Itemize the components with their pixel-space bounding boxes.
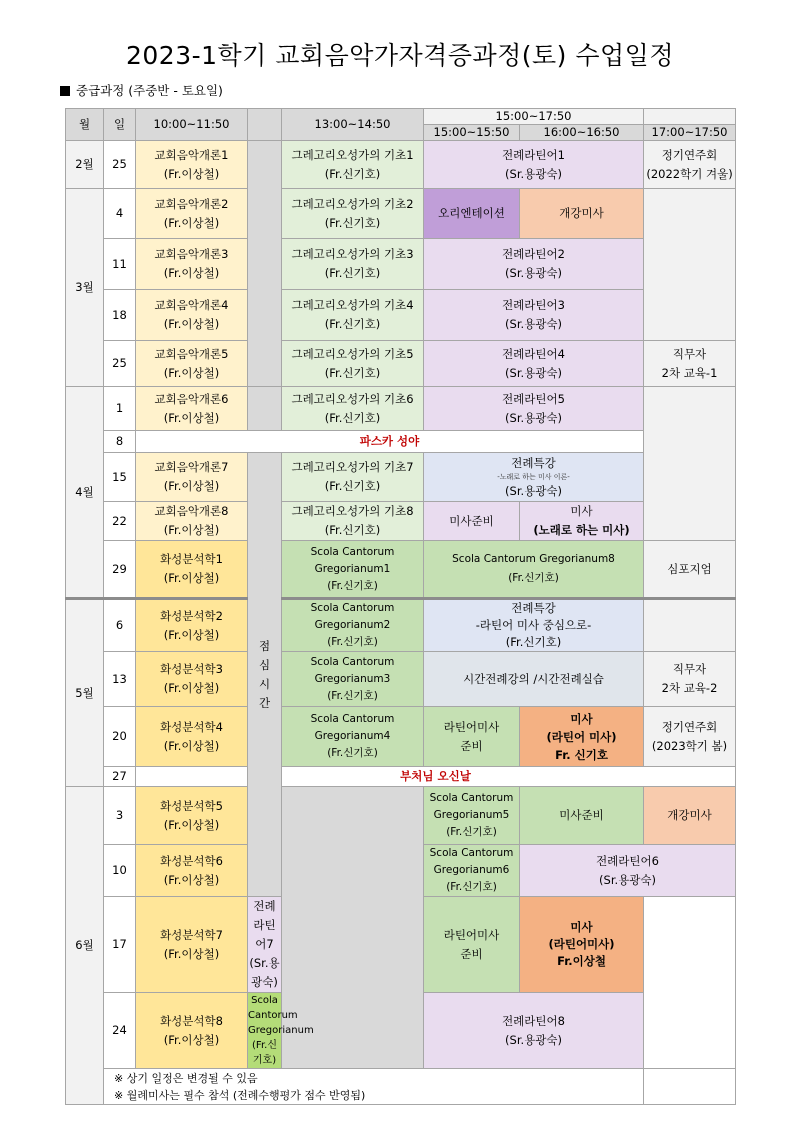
class-teacher: (Fr.신기호) — [324, 166, 381, 181]
class-teacher: (Fr.신기호) — [446, 826, 497, 838]
header-slot3b: 16:00~16:50 — [520, 125, 644, 141]
class-title: Scola Cantorum — [429, 847, 514, 859]
empty-cell — [644, 189, 736, 341]
mass-title: 미사 — [570, 504, 593, 518]
class-teacher: (Fr.이상철) — [163, 215, 220, 230]
event-cell — [644, 707, 736, 767]
class-title: 그레고리오성가의 기초4 — [291, 298, 414, 312]
month-cell: 3월 — [66, 189, 104, 387]
class-title-2: Gregorianum1 — [314, 562, 391, 575]
latin-mass-prep-cell — [424, 897, 520, 993]
event-cell: 심포지엄 — [644, 541, 736, 599]
class-title: 교회음악개론5 — [154, 346, 229, 361]
class-title-2: Gregorianum2 — [314, 619, 391, 631]
class-title: Scola Cantorum — [310, 655, 395, 668]
lunch-label: 점심시간 — [258, 638, 271, 710]
class-title: Scola Cantorum — [310, 545, 395, 558]
header-slot2: 13:00~14:50 — [282, 109, 424, 141]
page-title: 2023-1학기 교회음악가자격증과정(토) 수업일정 — [125, 41, 674, 70]
class-cell — [520, 845, 736, 897]
header-slot4-blank — [644, 109, 736, 125]
mass-cell — [520, 897, 644, 993]
class-title: Scola Cantorum — [310, 602, 395, 614]
day-cell: 3 — [104, 787, 136, 845]
class-cell — [136, 290, 248, 341]
mass-prep-cell: 미사준비 — [520, 787, 644, 845]
class-teacher: (Fr.신기호) — [324, 479, 381, 493]
class-title: 전례라틴어7 — [253, 899, 276, 951]
class-title: 화성분석학2 — [160, 608, 223, 623]
day-cell: 24 — [104, 993, 136, 1069]
table-row — [66, 541, 736, 599]
opening-mass-cell: 개강미사 — [644, 787, 736, 845]
class-title: 그레고리오성가의 기초7 — [291, 460, 414, 474]
header-day: 일 — [104, 109, 136, 141]
table-row — [66, 341, 736, 387]
class-teacher: (Fr.이상철) — [163, 166, 220, 181]
class-cell — [282, 290, 424, 341]
square-bullet-icon — [60, 86, 70, 96]
class-cell — [282, 599, 424, 652]
class-title: 전례라틴어3 — [502, 298, 565, 312]
empty-cell — [644, 1069, 736, 1105]
class-teacher: (Fr.신기호) — [324, 215, 381, 230]
note-line: ※ 월례미사는 필수 참석 (전례수행평가 점수 반영됨) — [114, 1088, 366, 1102]
day-cell: 13 — [104, 652, 136, 707]
class-cell — [424, 845, 520, 897]
class-cell — [424, 453, 644, 502]
table-row — [66, 290, 736, 341]
class-cell — [136, 652, 248, 707]
class-title: 전례라틴어8 — [502, 1013, 565, 1028]
class-teacher: (Fr.신기호) — [505, 635, 562, 649]
holiday-cell: 부처님 오신날 — [136, 767, 736, 787]
class-cell — [282, 707, 424, 767]
class-title: 그레고리오성가의 기초6 — [291, 391, 414, 406]
day-cell: 11 — [104, 239, 136, 290]
day-cell: 18 — [104, 290, 136, 341]
class-title: 전례라틴어4 — [502, 346, 565, 361]
lunch-cell — [248, 453, 282, 897]
class-title: 교회음악개론1 — [154, 147, 229, 162]
table-row — [66, 239, 736, 290]
class-cell — [248, 897, 282, 993]
header-row — [66, 109, 736, 125]
class-cell: 시간전례강의 /시간전례실습 — [424, 652, 644, 707]
class-cell — [282, 341, 424, 387]
class-teacher: (Fr.이상철) — [163, 1032, 220, 1047]
class-title-2: Gregorianum4 — [314, 730, 391, 742]
class-teacher: (Sr.용광숙) — [249, 956, 280, 989]
class-cell — [282, 141, 424, 189]
day-cell: 4 — [104, 189, 136, 239]
class-teacher: (Fr.이상철) — [163, 571, 220, 585]
header-slot3a: 15:00~15:50 — [424, 125, 520, 141]
prep-sub: 준비 — [460, 946, 483, 961]
class-cell — [424, 239, 644, 290]
class-cell — [424, 141, 644, 189]
class-title-2: Gregorianum5 — [433, 809, 510, 821]
event-title: 정기연주회 — [661, 147, 718, 162]
header-slot1: 10:00~11:50 — [136, 109, 248, 141]
class-title: 전례특강 — [511, 455, 556, 470]
class-teacher: (Sr.용광숙) — [505, 483, 562, 498]
class-cell — [136, 599, 248, 652]
table-row — [66, 707, 736, 767]
class-teacher: (Fr.이상철) — [163, 479, 220, 493]
class-title: 전례라틴어6 — [596, 853, 659, 868]
mass-celebrant: Fr.이상철 — [557, 954, 606, 968]
latin-mass-prep-cell — [424, 707, 520, 767]
class-cell — [136, 387, 248, 431]
class-teacher: (Fr.이상철) — [163, 817, 220, 832]
class-cell — [136, 502, 248, 541]
class-title: 교회음악개론6 — [154, 391, 229, 406]
event-sub: 2차 교육-2 — [661, 681, 718, 695]
mass-prep-cell: 미사준비 — [424, 502, 520, 541]
class-title: 화성분석학8 — [160, 1013, 223, 1028]
class-teacher: (Fr.신기호) — [324, 266, 381, 280]
class-cell — [136, 897, 248, 993]
class-title: 화성분석학5 — [160, 798, 223, 813]
class-title: 교회음악개론2 — [154, 196, 229, 211]
lunch-cell — [248, 141, 282, 387]
day-cell: 29 — [104, 541, 136, 599]
class-title: 그레고리오성가의 기초3 — [291, 247, 414, 261]
class-teacher: (Fr.신기호) — [324, 410, 381, 425]
class-title: 그레고리오성가의 기초2 — [291, 196, 414, 211]
class-teacher: (Fr.신기호) — [327, 636, 378, 648]
class-title: 전례라틴어2 — [502, 247, 565, 261]
class-teacher: (Fr.신기호) — [508, 572, 559, 584]
event-sub: (2023학기 봄) — [651, 738, 728, 753]
prep-title: 라틴어미사 — [443, 719, 500, 734]
header-lunch-blank — [248, 109, 282, 141]
empty-cell — [644, 599, 736, 652]
class-teacher: (Fr.이상철) — [163, 410, 220, 425]
class-title: 교회음악개론8 — [154, 504, 229, 518]
day-cell: 10 — [104, 845, 136, 897]
class-cell — [282, 453, 424, 502]
schedule-table — [65, 108, 736, 1105]
prep-sub: 준비 — [460, 738, 483, 753]
class-title: Scola Cantorum — [310, 713, 395, 725]
class-title: 교회음악개론4 — [154, 298, 229, 312]
mass-sub: (라틴어 미사) — [546, 729, 617, 744]
class-teacher: (Sr.용광숙) — [599, 872, 656, 887]
class-cell — [136, 787, 248, 845]
header-slot4: 17:00~17:50 — [644, 125, 736, 141]
class-teacher: (Fr.신기호) — [324, 365, 381, 380]
header-month: 월 — [66, 109, 104, 141]
header-slot3: 15:00~17:50 — [424, 109, 644, 125]
class-teacher: (Fr.신기호) — [324, 523, 381, 537]
class-teacher: (Fr.신기호) — [327, 689, 378, 702]
class-cell — [424, 993, 644, 1069]
opening-mass-cell: 개강미사 — [520, 189, 644, 239]
day-cell: 1 — [104, 387, 136, 431]
class-title: 화성분석학1 — [160, 552, 223, 566]
class-cell — [136, 845, 248, 897]
class-subtitle: -노래로 하는 미사 이론- — [497, 472, 570, 481]
class-teacher: (Sr.용광숙) — [505, 1032, 562, 1047]
notes-cell — [104, 1069, 644, 1105]
day-cell: 17 — [104, 897, 136, 993]
class-cell — [136, 239, 248, 290]
class-cell — [424, 290, 644, 341]
class-cell — [424, 541, 644, 599]
notes-row — [66, 1069, 736, 1105]
day-cell: 20 — [104, 707, 136, 767]
class-title: Scola Cantorum — [248, 995, 298, 1021]
event-title: 직무자 — [672, 662, 707, 676]
table-row — [66, 502, 736, 541]
class-title-2: Gregorianum6 — [433, 864, 510, 876]
class-teacher: (Fr.신기호) — [446, 881, 497, 893]
prep-title: 라틴어미사 — [443, 927, 500, 942]
table-row — [66, 599, 736, 652]
class-cell — [424, 787, 520, 845]
month-cell: 4월 — [66, 387, 104, 599]
class-teacher: (Sr.용광숙) — [505, 410, 562, 425]
class-teacher: (Sr.용광숙) — [505, 166, 562, 181]
class-teacher: (Fr.신기호) — [324, 317, 381, 331]
class-cell — [282, 652, 424, 707]
day-cell: 22 — [104, 502, 136, 541]
table-row — [66, 189, 736, 239]
class-cell — [136, 993, 248, 1069]
class-teacher: (Fr.이상철) — [163, 946, 220, 961]
class-title: 그레고리오성가의 기초1 — [291, 147, 414, 162]
class-teacher: (Sr.용광숙) — [505, 365, 562, 380]
class-title: 화성분석학4 — [160, 719, 223, 734]
day-cell: 8 — [104, 431, 136, 453]
class-cell — [136, 453, 248, 502]
empty-cell — [644, 387, 736, 541]
lunch-cell — [248, 387, 282, 431]
class-title: 교회음악개론3 — [154, 247, 229, 261]
day-cell: 27 — [104, 767, 136, 787]
class-title: 화성분석학6 — [160, 853, 223, 868]
class-teacher: (Fr.이상철) — [163, 681, 220, 695]
class-title: 그레고리오성가의 기초8 — [291, 504, 414, 518]
class-title: Scola Cantorum — [429, 792, 514, 804]
event-title: 정기연주회 — [661, 719, 718, 734]
class-cell — [282, 541, 424, 599]
class-cell — [424, 599, 644, 652]
event-cell — [644, 652, 736, 707]
note-line: ※ 상기 일정은 변경될 수 있음 — [114, 1071, 258, 1085]
month-cell: 5월 — [66, 599, 104, 787]
class-title: 전례라틴어1 — [502, 147, 565, 162]
table-row — [66, 787, 736, 845]
day-cell: 15 — [104, 453, 136, 502]
class-teacher: (Fr.신기호) — [252, 1040, 277, 1066]
event-cell — [644, 341, 736, 387]
event-cell — [644, 141, 736, 189]
class-teacher: (Fr.이상철) — [163, 523, 220, 537]
class-cell — [136, 341, 248, 387]
class-cell — [248, 993, 314, 1069]
class-title: 전례특강 — [511, 601, 556, 615]
holiday-cell: 파스카 성야 — [136, 431, 644, 453]
day-cell: 6 — [104, 599, 136, 652]
class-cell — [282, 502, 424, 541]
class-title: Scola Cantorum Gregorianum8 — [452, 553, 615, 565]
class-cell — [424, 387, 644, 431]
class-teacher: (Fr.신기호) — [327, 579, 378, 592]
day-cell: 25 — [104, 141, 136, 189]
mass-sub: (라틴어미사) — [548, 937, 615, 951]
class-teacher: (Fr.이상철) — [163, 627, 220, 642]
class-teacher: (Sr.용광숙) — [505, 317, 562, 331]
event-title: 직무자 — [672, 346, 707, 361]
table-row — [66, 431, 736, 453]
class-cell — [282, 387, 424, 431]
event-sub: (2022학기 겨울) — [646, 166, 733, 181]
mass-celebrant: Fr. 신기호 — [555, 747, 608, 762]
class-teacher: (Fr.이상철) — [163, 266, 220, 280]
class-teacher: (Fr.신기호) — [327, 747, 378, 759]
mass-title: 미사 — [570, 711, 593, 726]
mass-sub: (노래로 하는 미사) — [533, 523, 630, 537]
mass-title: 미사 — [570, 920, 593, 934]
mass-cell — [520, 707, 644, 767]
orientation-cell: 오리엔테이션 — [424, 189, 520, 239]
class-cell — [136, 189, 248, 239]
table-row — [66, 453, 736, 502]
table-row — [66, 141, 736, 189]
class-subtitle: -라틴어 미사 중심으로- — [475, 618, 592, 632]
day-cell: 25 — [104, 341, 136, 387]
class-cell — [424, 341, 644, 387]
section-subtitle — [60, 81, 223, 99]
class-teacher: (Fr.이상철) — [163, 365, 220, 380]
class-cell — [282, 189, 424, 239]
class-title: 화성분석학3 — [160, 662, 223, 676]
table-row — [66, 767, 736, 787]
month-cell: 2월 — [66, 141, 104, 189]
class-cell — [282, 239, 424, 290]
class-cell — [136, 541, 248, 599]
class-title-2: Gregorianum — [248, 1025, 314, 1036]
class-title: 전례라틴어5 — [502, 391, 565, 406]
class-cell — [136, 141, 248, 189]
class-title: 화성분석학7 — [160, 927, 223, 942]
table-row — [66, 387, 736, 431]
class-teacher: (Fr.이상철) — [163, 872, 220, 887]
mass-cell — [520, 502, 644, 541]
table-row — [66, 652, 736, 707]
subtitle-text: 중급과정 (주중반 - 토요일) — [76, 83, 223, 98]
class-title-2: Gregorianum3 — [314, 672, 391, 685]
class-title: 그레고리오성가의 기초5 — [291, 346, 414, 361]
class-teacher: (Fr.이상철) — [163, 317, 220, 331]
class-title: 교회음악개론7 — [154, 460, 229, 474]
class-teacher: (Sr.용광숙) — [505, 266, 562, 280]
class-cell — [136, 707, 248, 767]
class-teacher: (Fr.이상철) — [163, 738, 220, 753]
event-sub: 2차 교육-1 — [661, 365, 718, 380]
month-cell: 6월 — [66, 787, 104, 1105]
